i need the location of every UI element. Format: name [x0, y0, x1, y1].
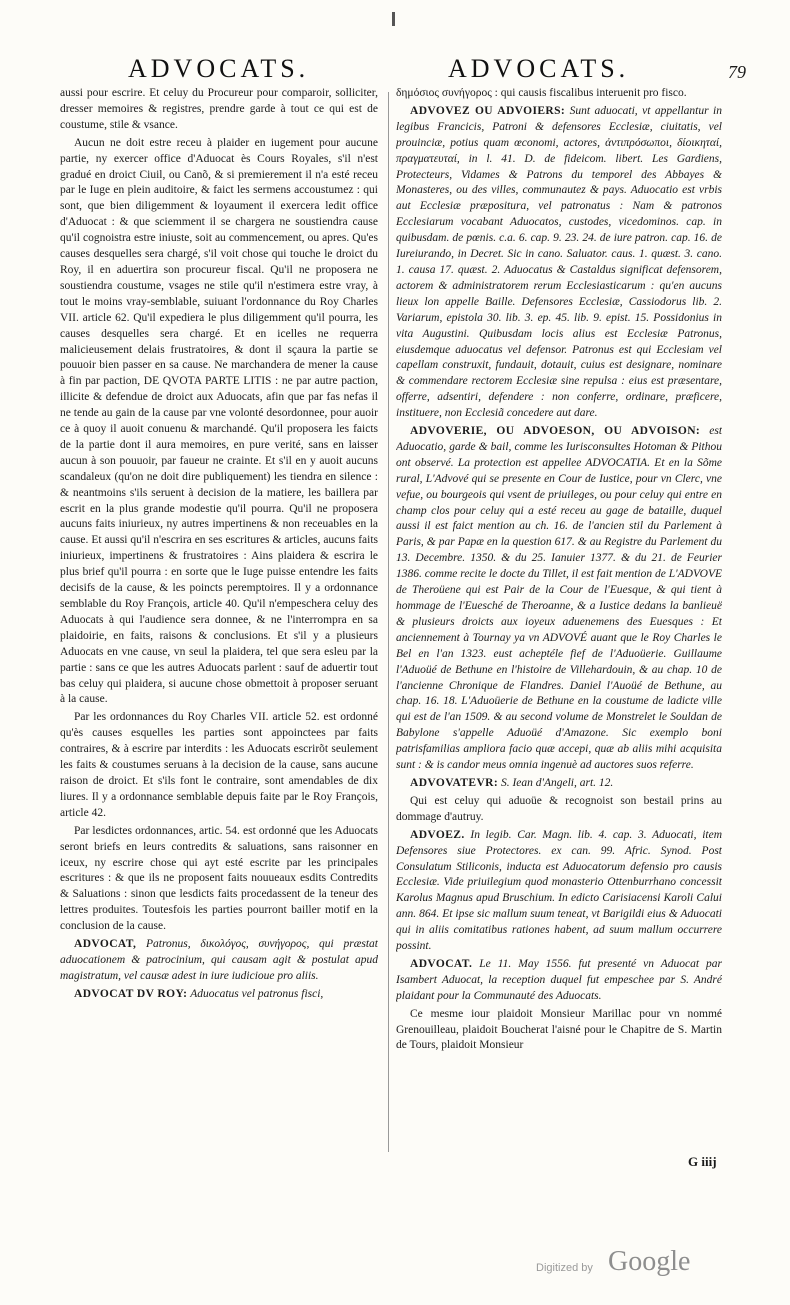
google-watermark: Google: [608, 1246, 691, 1277]
dictionary-entry: [396, 776, 722, 792]
entry-text: S. Iean d'Angeli, art. 12.: [500, 776, 614, 789]
catchword: G iiij: [688, 1154, 717, 1169]
entry-headword: ADVOVERIE, OU ADVOESON, OU ADVOISON:: [410, 425, 701, 438]
entry-headword: ADVOCAT.: [410, 957, 473, 970]
paragraph: Qui est celuy qui aduoüe & recognoist son bestail prins au dommage d'autruy.: [396, 794, 722, 823]
paragraph: δημόσιος συνήγορος : qui causis fiscalibus interuenit pro fisco.: [396, 87, 687, 99]
entry-text: Patronus, δικολόγος, συνήγορος, qui præstat aduocationem & patrocinium, qui causam agit & postulat apud magistratum, vel causæ adest in iure iudicioue pro aliis.: [60, 938, 378, 982]
dictionary-entry: [60, 937, 378, 985]
paragraph: Par lesdictes ordonnances, artic. 54. est ordonné que les Aduocats seront briefs en leurs contredits & saluations, sans raisonner en iceux, ny escrire chose qui ayt esté escrite par les principales escritures : & que ils ne proposent faits nouueaux esdits Contredits & Saluations : sinon que lesdicts faits procedassent de la teneur des lettres produites. Toutesfois les parties pourront bailler motif en la conclusion de la cause.: [60, 824, 378, 933]
right-text-column: [396, 86, 722, 1176]
entry-headword: ADVOVATEVR:: [410, 776, 499, 789]
digitized-by-label: Digitized by: [536, 1262, 593, 1274]
right-running-head: ADVOCATS.: [448, 54, 630, 83]
dictionary-entry: [60, 987, 378, 1003]
page-top-mark: [392, 12, 395, 26]
paragraph: Ce mesme iour plaidoit Monsieur Marillac pour vn nommé Grenouilleau, plaidoit Boucherat l'aisné pour le Chapitre de S. Martin de Tours, plaidoit Monsieur: [396, 1007, 722, 1052]
left-running-head: ADVOCATS.: [128, 54, 310, 83]
paragraph: aussi pour escrire. Et celuy du Procureur pour comparoir, solliciter, dresser memoires & registres, prendre garde à tout ce qui est de coustume, stile & vsance.: [60, 87, 378, 131]
entry-headword: ADVOVEZ OU ADVOIERS:: [410, 104, 566, 117]
entry-text: Aduocatus vel patronus fisci,: [190, 987, 324, 1000]
dictionary-entry: [396, 104, 722, 422]
entry-headword: ADVOCAT,: [74, 938, 137, 951]
page-number: 79: [728, 62, 746, 82]
paragraph: Aucun ne doit estre receu à plaider en iugement pour aucune partie, ny exercer office d'Aduocat ès Cours Royales, s'il n'est gradué en droict Ciuil, ou Canõ, & si premierement il n'a esté receu par le Iuge en plein auditoire, & faict les sermens accoustumez : qui sont, que bien diligemment & loyaument il exercera ledit office d'Aduocat : & que sciemment il se chargera ne soustiendra cause qu'il cognoistra estre iniuste, soit au commencement, ou apres. Qu'es causes desquelles sera chargé, s'il voit chose qui touche le droict du Roy, il en aduertira son procureur fiscal. Qu'il ne proposera ne soustiendra coustume, vsages ne stile qu'il n'estimera estre vray, à tout le moins vray-semblable, suiuant l'ordonnance du Roy Charles VII. article 62. Qu'il expediera le plus diligemment qu'il pourra, les causes desquelles sera chargé. Et en icelles ne requerra malicieusement delais frustratoires, & dont il sçaura la partie se pouuoir bien passer en sa cause. Ne marchandera de mener la cause à fin par paction, DE QVOTA PARTE LITIS : ne par autre paction, illicite & defendue de droict aux Aduocats, afin que par fas nefas il ne tende au gain de la cause par vne volonté desordonnee, pour auoir ce à quoy il auoit conuenu & marchandé. Qu'il proposera les faicts de la partie dont il aura memoires, en pure verité, sans en laisser aucun à son pouuoir, par faueur ne crainte. Et s'il en y auoit aucuns scandaleux (qu'on ne doit dire publiquement) les tiendra en silence : & neantmoins s'ils seruent à decision de la matiere, les baillera par escrit en la plus grande modestie qu'il pourra. Qu'il ne proposera aucuns faits iniurieux, ny autres impertinens & non receuables en la cause. Et aussi qu'il n'escrira en ses escritures & articles, aucuns faits iniurieux, impertinens & frustratoires : Ains plaidera & escrira le plus brief qu'il pourra : en sorte que le Iuge puisse entendre les faits decisifs de la cause, & les poincts peremptoires. Il y a ordonnance semblable du Roy François, article 40. Qu'il n'empeschera celuy des Aduocats à qui l'audience sera donnee, & ne l'interrompra en sa plaidoirie, en faits, raisons & conclusions. Et s'il y a plusieurs Aduocats en vne cause, vn seul la plaidera, tel que sera esleu par la partie : sans ce que les autres Aduocats parlent : sauf de aduertir tout bas celuy qui plaidera, si aucune chose obmettoit à proposer seruant à la cause.: [60, 136, 378, 706]
left-text-column: [60, 86, 378, 1176]
dictionary-entry: [396, 424, 722, 774]
entry-text: In legib. Car. Magn. lib. 4. cap. 3. Aduocati, item Defensores siue Protectores. ex can. 99. Afric. Synod. Post Consulatum Stiliconis, inducta est Aduocatorum defensio pro causis Ecclesiæ. Vide priuilegium quod monasterio Ottenburrhano concessit Karolus Magnus apud Bruschium. In edicto Carisiacensi Karoli Calui ann. 864. Et ipse sic mallum suum teneat, vt Barigildi eius & Aduocati qui in aliis comitatibus rationes habent, ad suum mallum occurrere possint.: [396, 828, 722, 953]
entry-text: Le 11. May 1556. fut presenté vn Aduocat par Isambert Aduocat, la reception duquel fut empeschee par S. André plaidant pour la Communauté des Aduocats.: [396, 957, 722, 1002]
entry-headword: ADVOEZ.: [410, 828, 465, 841]
entry-text: est Aduocatio, garde & bail, comme les Iurisconsultes Hotoman & Pithou ont observé. La protection est appellee ADVOCATIA. Et en la Sõme rural, L'Advové qui se presente en Cour de Iustice, pour vn Clerc, vne vefue, ou bourgeois qui vsent de priuileges, ou pour celuy qui entre en champ clos pour celuy qui a esté receu au gage de bataille, duquel aussi il est faict mention au ch. 16. de l'ancien stil du Parlement à Paris, & par Papæ en la question 617. & au Registre du Parlement du 13. Decembre. 1350. & du 25. Ianuier 1377. & du 21. de Feurier 1386. comme recite le docte du Tillet, il est fait mention de L'ADVOVE de Theroüene qui est Pair de la Cour de l'Euesque, & qui tient à hommage de l'Euesché de Theroanne, & a Iustice dedans la banlieuë & plusieurs droicts aux ioyeux aduenemens des Euesques : Et anciennement à Tournay ya vn ADVOVÉ auant que le Roy Charles le Bel en l'an 1323. eust acheptéle fief de l'Aduoüerie. Guillaume l'Aduoüé de Bethune en l'histoire de Villehardouin, & au chap. 10 de l'ancienne Chronique de Flandres. Daniel l'Auoüé de Bethune, au chap. 16. 18. L'Aduoüerie de Bethune en la coustume de ladicte ville qui est de l'an 1509. & au second volume de Monstrelet le Souldan de Babylone s'appelle Aduoüé d'Amazone. Sic exemplo boni patrisfamilias ampliora facio quæ accepi, quæ ab aliis mihi acquisita sunt : & is candor meus omnia ingenuè ad auctores suos referre.: [396, 425, 722, 772]
entry-headword: ADVOCAT DV ROY:: [74, 987, 188, 1000]
dictionary-entry: [396, 828, 722, 955]
dictionary-entry: [396, 957, 722, 1005]
paragraph: Par les ordonnances du Roy Charles VII. article 52. est ordonné qu'ès causes esquelles les parties sont appoinctees par faits contraires, & à escrire par interdits : les Aduocats escrirõt seulement les faits & coustumes seruans à la decision de la cause, sans aucune raison de droict. Et s'ils font le contraire, sont amendables de dix liures. Il y a ordonnance semblable depuis faite par le Roy François, article 42.: [60, 711, 378, 819]
entry-text: Sunt aduocati, vt appellantur in legibus Francicis, Patroni & defensores Ecclesiæ, ciuitatis, vel prouinciæ, potius quam œconomi, actores, ἀντιπρόσωποι, δίοικηταί, πραγματευταί, in l. 41. D. de fideicom. libert. Les Gardiens, Protecteurs, Vidames & Patrons du temporel des Abbayes & Monasteres, ou des villes, communautez & pays. Aduocatio est vrbis aut Ecclesiæ præpositura, vel patronatus : Nam & patronos Ecclesiarum vocabant Aduocatos, custodes, vicedominos. cap. in quibusdam. de pœnis. c.a. 6. cap. 9. 23. 24. de iure patron. cap. 16. de Iureiurando, in Decret. Sic in cano. Saluator. caus. 1. quæst. 3. cano. 1. causa 17. quæst. 2. Aduocatus & Castaldus significat defensorem, actorem & administratorem rerum Ecclesiasticarum : qu'en aucuns lieux lon appelle Baille. Defensores Ecclesiæ, Cassiodorus lib. 2. Variarum, epistola 30. lib. 3. ep. 45. lib. 9. epist. 15. Possidonius in vita Augustini. Quibusdam locis alius est Ecclesiæ Patronus, eiusdemque aduocatus vel defensor. Patronus est qui Ecclesiam vel capellam construxit, fundauit, dotauit, cuius est designare, nominare & commendare rectorem Ecclesiæ sine repulsa : eius est præsentare, offerre, adsentiri, defendere : non conferre, ordinare, præficere, instituere, non Ecclesiã concedere aut dare.: [396, 104, 722, 420]
column-divider: [388, 92, 389, 1152]
